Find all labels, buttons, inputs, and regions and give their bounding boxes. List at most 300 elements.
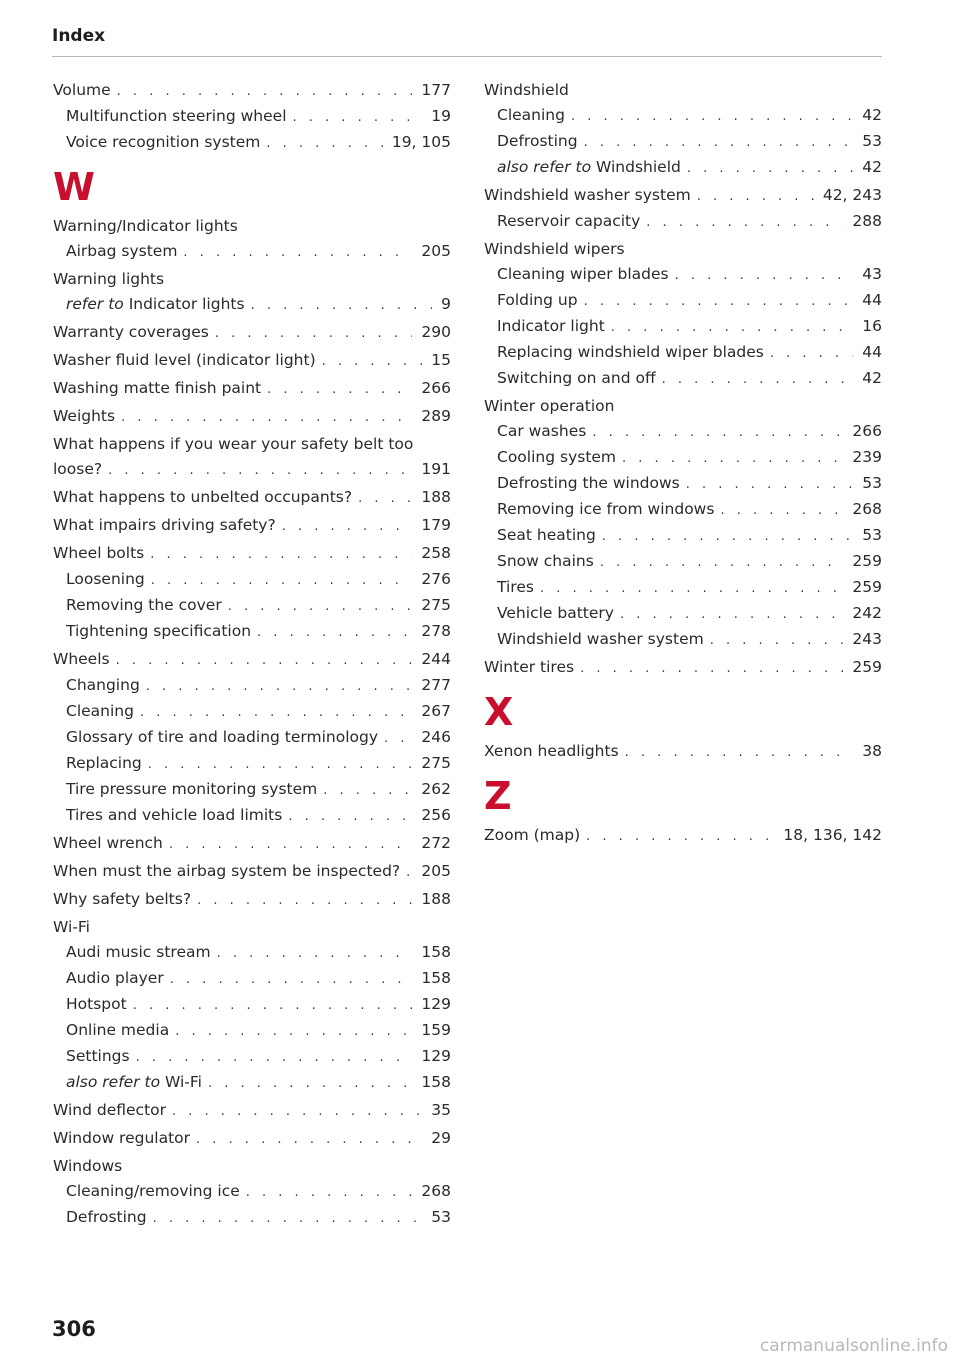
dot-leader [136, 1045, 413, 1070]
entry-label [53, 887, 191, 912]
page-reference: 275 [421, 596, 451, 614]
dot-leader [169, 832, 413, 857]
entry-label [53, 831, 163, 856]
index-subentry [484, 129, 882, 155]
page-reference: 259 [852, 658, 882, 676]
index-entry [484, 78, 882, 103]
dot-leader [151, 568, 413, 593]
entry-text: Wheel bolts [53, 544, 145, 562]
entry-text: Glossary of tire and loading terminology [66, 728, 379, 746]
dot-leader [215, 321, 413, 346]
index-subentry [484, 155, 882, 181]
index-column-right [484, 76, 882, 849]
entry-text: Removing the cover [66, 596, 222, 614]
entry-text: Hotspot [66, 995, 127, 1013]
entry-label [66, 777, 317, 802]
page-reference: 266 [852, 422, 882, 440]
page-reference: 259 [852, 552, 882, 570]
entry-label [66, 966, 164, 991]
index-entry [53, 404, 451, 430]
entry-label [66, 699, 134, 724]
entry-label [66, 1070, 202, 1095]
index-subentry [53, 130, 451, 156]
page-reference: 44 [862, 343, 882, 361]
index-subentry [484, 366, 882, 392]
index-entry [53, 513, 451, 539]
page-reference: 243 [852, 630, 882, 648]
index-subentry [53, 751, 451, 777]
section-letter: W [53, 165, 95, 209]
index-entry [484, 183, 882, 209]
dot-leader [622, 446, 843, 471]
index-subentry [484, 549, 882, 575]
entry-text: Wheel wrench [53, 834, 163, 852]
page-number: 306 [52, 1317, 96, 1341]
entry-text: Xenon headlights [484, 742, 619, 760]
index-entry [53, 320, 451, 346]
entry-label [53, 541, 144, 566]
entry-label [66, 239, 177, 264]
entry-text: Seat heating [497, 526, 596, 544]
index-subentry [53, 673, 451, 699]
index-subentry [53, 593, 451, 619]
dot-leader [208, 1071, 412, 1096]
dot-leader [170, 967, 413, 992]
dot-leader [172, 1099, 422, 1124]
entry-text: Cleaning wiper blades [497, 265, 669, 283]
entry-label [53, 376, 261, 401]
dot-leader [686, 472, 854, 497]
dot-leader [146, 674, 413, 699]
entry-label [497, 340, 764, 365]
index-entry [53, 915, 451, 940]
dot-leader [586, 824, 774, 849]
dot-leader [406, 860, 412, 885]
page-reference: 188 [421, 890, 451, 908]
dot-leader [153, 1206, 423, 1231]
entry-text: Indicator lights [128, 295, 245, 313]
entry-text: Vehicle battery [497, 604, 614, 622]
entry-label [497, 209, 640, 234]
index-subentry [484, 471, 882, 497]
page-reference: 267 [421, 702, 451, 720]
page-reference: 266 [421, 379, 451, 397]
index-subentry [53, 104, 451, 130]
entry-label [484, 78, 569, 103]
dot-leader [288, 804, 412, 829]
dot-leader [196, 1127, 422, 1152]
entry-label [53, 647, 110, 672]
page-reference: 256 [421, 806, 451, 824]
entry-label [53, 432, 413, 457]
entry-text: Wi-Fi [165, 1073, 202, 1091]
entry-label [66, 1179, 240, 1204]
page-reference: 15 [431, 351, 451, 369]
entry-text: What impairs driving safety? [53, 516, 276, 534]
index-subentry [53, 1179, 451, 1205]
entry-label [497, 314, 605, 339]
dot-leader [322, 349, 423, 374]
dot-leader [197, 888, 412, 913]
dot-leader [117, 79, 413, 104]
page-reference: 272 [421, 834, 451, 852]
entry-label [53, 513, 276, 538]
entry-label [53, 1154, 122, 1179]
index-subentry [53, 966, 451, 992]
cross-reference-prefix: refer to [66, 295, 124, 313]
index-subentry [53, 1044, 451, 1070]
entry-text: Reservoir capacity [497, 212, 641, 230]
dot-leader [540, 576, 843, 601]
entry-label [53, 267, 164, 292]
entry-label [497, 471, 680, 496]
index-entry [53, 214, 451, 239]
page-reference: 205 [421, 862, 451, 880]
page-reference: 290 [421, 323, 451, 341]
dot-leader [266, 131, 382, 156]
entry-text: Why safety belts? [53, 890, 192, 908]
page-reference: 242 [852, 604, 882, 622]
dot-leader [175, 1019, 412, 1044]
index-entry [53, 432, 451, 457]
page-reference: 275 [421, 754, 451, 772]
index-entry [53, 1098, 451, 1124]
page-reference: 53 [862, 132, 882, 150]
entry-text: Windshield washer system [484, 186, 691, 204]
page-header [52, 26, 882, 57]
entry-text: Defrosting [66, 1208, 147, 1226]
page-reference: 158 [421, 969, 451, 987]
entry-label [66, 292, 245, 317]
entry-text: Tire pressure monitoring system [66, 780, 318, 798]
page-reference: 158 [421, 943, 451, 961]
entry-label [497, 627, 704, 652]
page-reference: 18, 136, 142 [783, 826, 882, 844]
page-reference: 42 [862, 158, 882, 176]
entry-label [484, 394, 614, 419]
entry-label [497, 262, 669, 287]
entry-label [66, 619, 251, 644]
page-reference: 205 [421, 242, 451, 260]
dot-leader [646, 210, 843, 235]
page-reference: 288 [852, 212, 882, 230]
page-reference: 262 [421, 780, 451, 798]
index-subentry [53, 777, 451, 803]
page-reference: 16 [862, 317, 882, 335]
index-subentry [484, 419, 882, 445]
entry-label [66, 725, 378, 750]
entry-text: Folding up [497, 291, 578, 309]
entry-text: Defrosting the windows [497, 474, 680, 492]
page-reference: 258 [421, 544, 451, 562]
entry-text: Tires [497, 578, 534, 596]
page-reference: 43 [862, 265, 882, 283]
entry-text: Cleaning [497, 106, 565, 124]
entry-text: Loosening [66, 570, 145, 588]
page-reference: 177 [421, 81, 451, 99]
page-reference: 53 [862, 474, 882, 492]
entry-label [497, 103, 565, 128]
index-subentry [53, 239, 451, 265]
page-reference: 276 [421, 570, 451, 588]
page-reference: 42, 243 [822, 186, 882, 204]
entry-label [66, 593, 222, 618]
entry-text: Audio player [66, 969, 164, 987]
entry-label [497, 366, 656, 391]
dot-leader [770, 341, 853, 366]
entry-label [53, 457, 102, 482]
dot-leader [602, 524, 853, 549]
page-reference: 42 [862, 369, 882, 387]
entry-label [66, 104, 287, 129]
dot-leader [611, 315, 853, 340]
entry-text: Windshield wipers [484, 240, 625, 258]
entry-label [53, 859, 400, 884]
index-entry [53, 887, 451, 913]
entry-text: Switching on and off [497, 369, 656, 387]
index-entry [53, 541, 451, 567]
entry-label [484, 655, 574, 680]
entry-text: Defrosting [497, 132, 578, 150]
index-entry [53, 78, 451, 104]
entry-label [66, 1205, 147, 1230]
dot-leader [148, 752, 413, 777]
index-entry [53, 376, 451, 402]
entry-text: Washing matte finish paint [53, 379, 262, 397]
entry-text: Windshield [596, 158, 681, 176]
entry-text: Cleaning [66, 702, 134, 720]
entry-label [66, 803, 282, 828]
entry-label [484, 183, 691, 208]
entry-text: Windshield [484, 81, 569, 99]
entry-text: Warning lights [53, 270, 165, 288]
index-subentry [484, 575, 882, 601]
entry-label [53, 1098, 166, 1123]
entry-text: Airbag system [66, 242, 178, 260]
entry-label [66, 1018, 169, 1043]
dot-leader [710, 628, 844, 653]
index-subentry [484, 288, 882, 314]
dot-leader [183, 240, 412, 265]
index-subentry [484, 523, 882, 549]
index-entry [53, 1154, 451, 1179]
entry-label [66, 940, 211, 965]
dot-leader [116, 648, 413, 673]
entry-label [53, 404, 115, 429]
page-reference: 53 [862, 526, 882, 544]
header-title: Index [52, 26, 106, 46]
dot-leader [580, 656, 843, 681]
dot-leader [121, 405, 412, 430]
dot-leader [687, 156, 853, 181]
entry-label [497, 575, 534, 600]
dot-leader [282, 514, 413, 539]
entry-text: Washer fluid level (indicator light) [53, 351, 316, 369]
entry-label [66, 751, 142, 776]
entry-text: What happens to unbelted occupants? [53, 488, 353, 506]
entry-text: Winter tires [484, 658, 575, 676]
index-subentry [53, 940, 451, 966]
index-entry [53, 348, 451, 374]
page-reference: 129 [421, 1047, 451, 1065]
page-reference: 277 [421, 676, 451, 694]
entry-label [497, 129, 578, 154]
index-entry [484, 655, 882, 681]
index-subentry [53, 567, 451, 593]
entry-text: Indicator light [497, 317, 605, 335]
entry-text: Cleaning/removing ice [66, 1182, 240, 1200]
entry-text: loose? [53, 460, 103, 478]
entry-label [53, 320, 209, 345]
entry-label [53, 1126, 190, 1151]
dot-leader [140, 700, 412, 725]
dot-leader [228, 594, 413, 619]
dot-leader [267, 377, 412, 402]
entry-text: Zoom (map) [484, 826, 581, 844]
entry-label [66, 992, 127, 1017]
index-entry [484, 237, 882, 262]
dot-leader [720, 498, 843, 523]
entry-label [497, 601, 614, 626]
index-entry [484, 739, 882, 765]
dot-leader [584, 289, 854, 314]
index-entry [53, 831, 451, 857]
entry-label [66, 1044, 130, 1069]
page-reference: 259 [852, 578, 882, 596]
index-subentry [53, 619, 451, 645]
dot-leader [662, 367, 854, 392]
entry-label [497, 497, 714, 522]
dot-leader [697, 184, 814, 209]
index-entry [53, 267, 451, 292]
page-reference: 53 [431, 1208, 451, 1226]
index-subentry [484, 262, 882, 288]
dot-leader [384, 726, 412, 751]
dot-leader [358, 486, 412, 511]
page-reference: 42 [862, 106, 882, 124]
dot-leader [217, 941, 413, 966]
dot-leader [600, 550, 844, 575]
entry-label [484, 823, 580, 848]
entry-label [53, 485, 352, 510]
page-reference: 35 [431, 1101, 451, 1119]
watermark: carmanualsonline.info [759, 1336, 948, 1356]
entry-text: What happens if you wear your safety belt too [53, 435, 414, 453]
section-letter: X [484, 690, 514, 734]
entry-text: Window regulator [53, 1129, 191, 1147]
entry-label [497, 523, 596, 548]
entry-label [497, 549, 594, 574]
page-reference: 289 [421, 407, 451, 425]
entry-label [66, 130, 260, 155]
entry-text: Audi music stream [66, 943, 211, 961]
dot-leader [323, 778, 412, 803]
dot-leader [584, 130, 854, 155]
page-reference: 19 [431, 107, 451, 125]
index-entry [484, 823, 882, 849]
entry-text: Warranty coverages [53, 323, 209, 341]
dot-leader [571, 104, 853, 129]
entry-label [497, 155, 681, 180]
page-reference: 188 [421, 488, 451, 506]
entry-text: Tightening specification [66, 622, 252, 640]
dot-leader [293, 105, 423, 130]
entry-label [66, 567, 145, 592]
entry-text: Voice recognition system [66, 133, 261, 151]
entry-text: Weights [53, 407, 116, 425]
dot-leader [108, 458, 412, 483]
index-subentry [53, 725, 451, 751]
dot-leader [150, 542, 412, 567]
index-entry [53, 647, 451, 673]
index-subentry [484, 209, 882, 235]
index-subentry [53, 803, 451, 829]
cross-reference-prefix: also refer to [497, 158, 592, 176]
index-subentry [484, 445, 882, 471]
page-reference: 268 [852, 500, 882, 518]
entry-text: Snow chains [497, 552, 594, 570]
index-subentry [484, 340, 882, 366]
entry-text: Wi-Fi [53, 918, 90, 936]
dot-leader [133, 993, 413, 1018]
entry-label [497, 288, 578, 313]
entry-text: Windows [53, 1157, 123, 1175]
entry-text: Windshield washer system [497, 630, 704, 648]
entry-label [53, 915, 90, 940]
entry-text: Winter operation [484, 397, 615, 415]
index-subentry [53, 1018, 451, 1044]
entry-text: Tires and vehicle load limits [66, 806, 283, 824]
dot-leader [592, 420, 843, 445]
index-subentry [53, 292, 451, 318]
index-subentry [484, 627, 882, 653]
entry-label [53, 78, 111, 103]
page-reference: 179 [421, 516, 451, 534]
entry-label [497, 445, 616, 470]
entry-label [66, 673, 140, 698]
entry-label [484, 739, 619, 764]
dot-leader [675, 263, 854, 288]
index-subentry [484, 497, 882, 523]
dot-leader [625, 740, 854, 765]
index-column-left [53, 76, 451, 1231]
cross-reference-prefix: also refer to [66, 1073, 161, 1091]
page-reference: 129 [421, 995, 451, 1013]
page-reference: 19, 105 [391, 133, 451, 151]
entry-text: Online media [66, 1021, 170, 1039]
entry-text: Volume [53, 81, 111, 99]
index-subentry [53, 992, 451, 1018]
entry-text: Removing ice from windows [497, 500, 715, 518]
page-reference: 9 [441, 295, 451, 313]
dot-leader [620, 602, 843, 627]
entry-text: Cooling system [497, 448, 617, 466]
page-reference: 158 [421, 1073, 451, 1091]
entry-label [53, 214, 238, 239]
dot-leader [251, 293, 433, 318]
index-entry [53, 485, 451, 511]
page-reference: 38 [862, 742, 882, 760]
page-reference: 244 [421, 650, 451, 668]
entry-text: Multifunction steering wheel [66, 107, 287, 125]
page-reference: 29 [431, 1129, 451, 1147]
page-reference: 268 [421, 1182, 451, 1200]
entry-text: Wheels [53, 650, 110, 668]
entry-label [53, 348, 316, 373]
entry-label [497, 419, 586, 444]
index-subentry [484, 601, 882, 627]
entry-text: Warning/Indicator lights [53, 217, 238, 235]
